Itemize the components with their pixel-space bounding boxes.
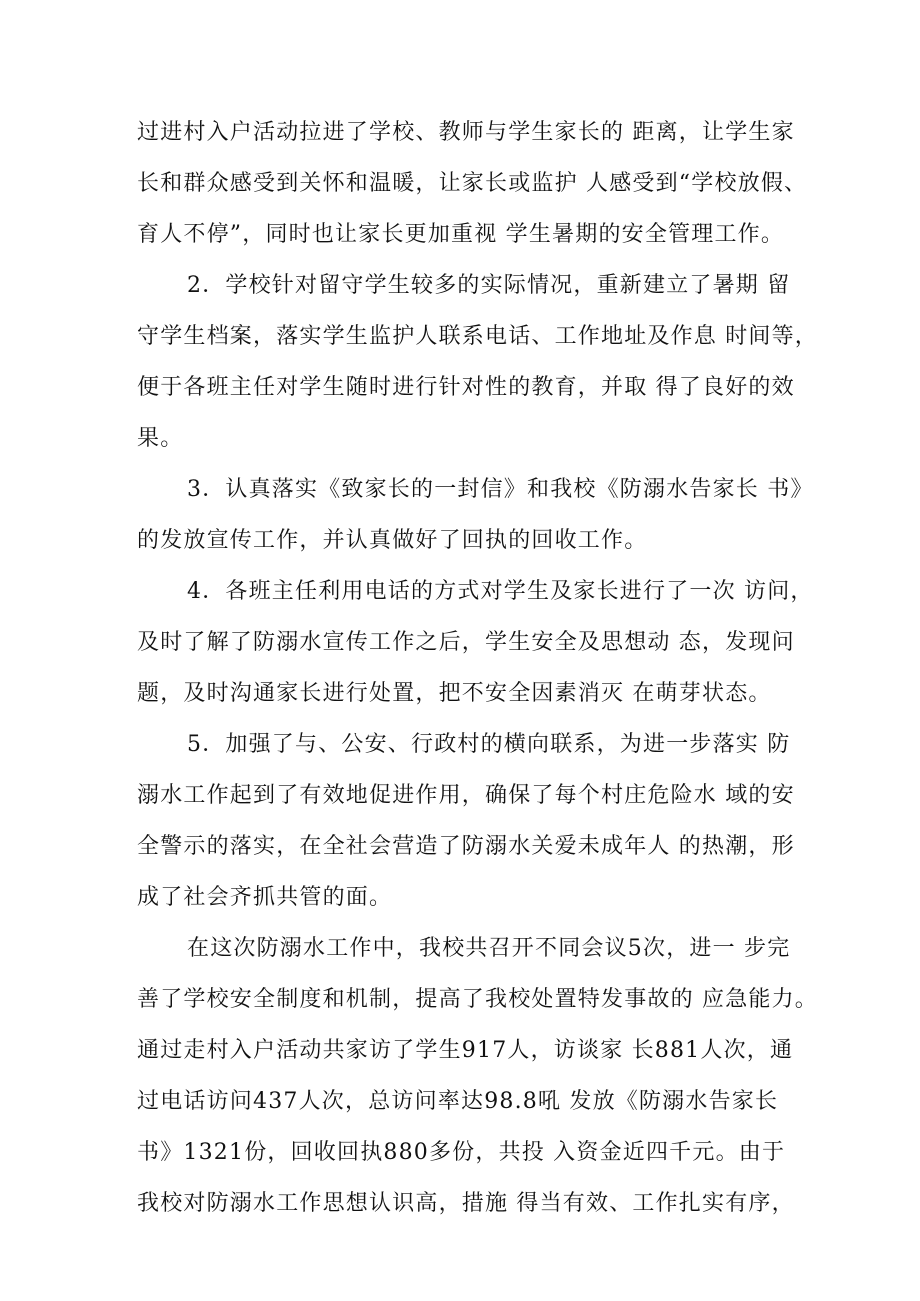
text-line: 题，及时沟通家长进行处置，把不安全因素消灭 在萌芽状态。 (137, 681, 772, 706)
text-line: 溺水工作起到了有效地促进作用，确保了每个村庄危险水 域的安 (137, 783, 795, 808)
text-line: 书》1321份，回收回执880多份，共投 入资金近四千元。由于 (137, 1140, 786, 1165)
text-line: 3．认真落实《致家长的一封信》和我校《防溺水告家长 书》 (187, 477, 814, 502)
text-line: 善了学校安全制度和机制，提高了我校处置特发事故的 应急能力。 (137, 987, 818, 1012)
text-line: 通过走村入户活动共家访了学生917人，访谈家 长881人次，通 (137, 1038, 794, 1063)
text-line: 及时了解了防溺水宣传工作之后，学生安全及思想动 态，发现问 (137, 630, 795, 655)
text-line: 育人不停”，同时也让家长更加重视 学生暑期的安全管理工作。 (137, 222, 785, 247)
text-line: 4．各班主任利用电话的方式对学生及家长进行了一次 访问， (187, 579, 814, 604)
text-line: 我校对防溺水工作思想认识高，措施 得当有效、工作扎实有序， (137, 1191, 795, 1216)
text-line: 长和群众感受到关怀和温暖，让家长或监护 人感受到“学校放假、 (137, 171, 808, 196)
text-line: 守学生档案，落实学生监护人联系电话、工作地址及作息 时间等， (137, 324, 818, 349)
text-line: 过电话访问437人次，总访问率达98.8吼 发放《防溺水告家长 (137, 1089, 779, 1114)
text-line: 成了社会齐抓共管的面。 (137, 885, 393, 910)
text-line: 果。 (137, 426, 184, 451)
text-line: 2．学校针对留守学生较多的实际情况，重新建立了暑期 留 (187, 273, 791, 298)
text-line: 过进村入户活动拉进了学校、教师与学生家长的 距离，让学生家 (137, 120, 795, 145)
text-line: 全警示的落实，在全社会营造了防溺水关爱未成年人 的热潮，形 (137, 834, 795, 859)
text-line: 便于各班主任对学生随时进行针对性的教育，并取 得了良好的效 (137, 375, 795, 400)
text-line: 5．加强了与、公安、行政村的横向联系，为进一步落实 防 (187, 732, 791, 757)
text-line: 的发放宣传工作，并认真做好了回执的回收工作。 (137, 528, 648, 553)
text-line: 在这次防溺水工作中，我校共召开不同会议5次，进一 步完 (187, 936, 791, 961)
